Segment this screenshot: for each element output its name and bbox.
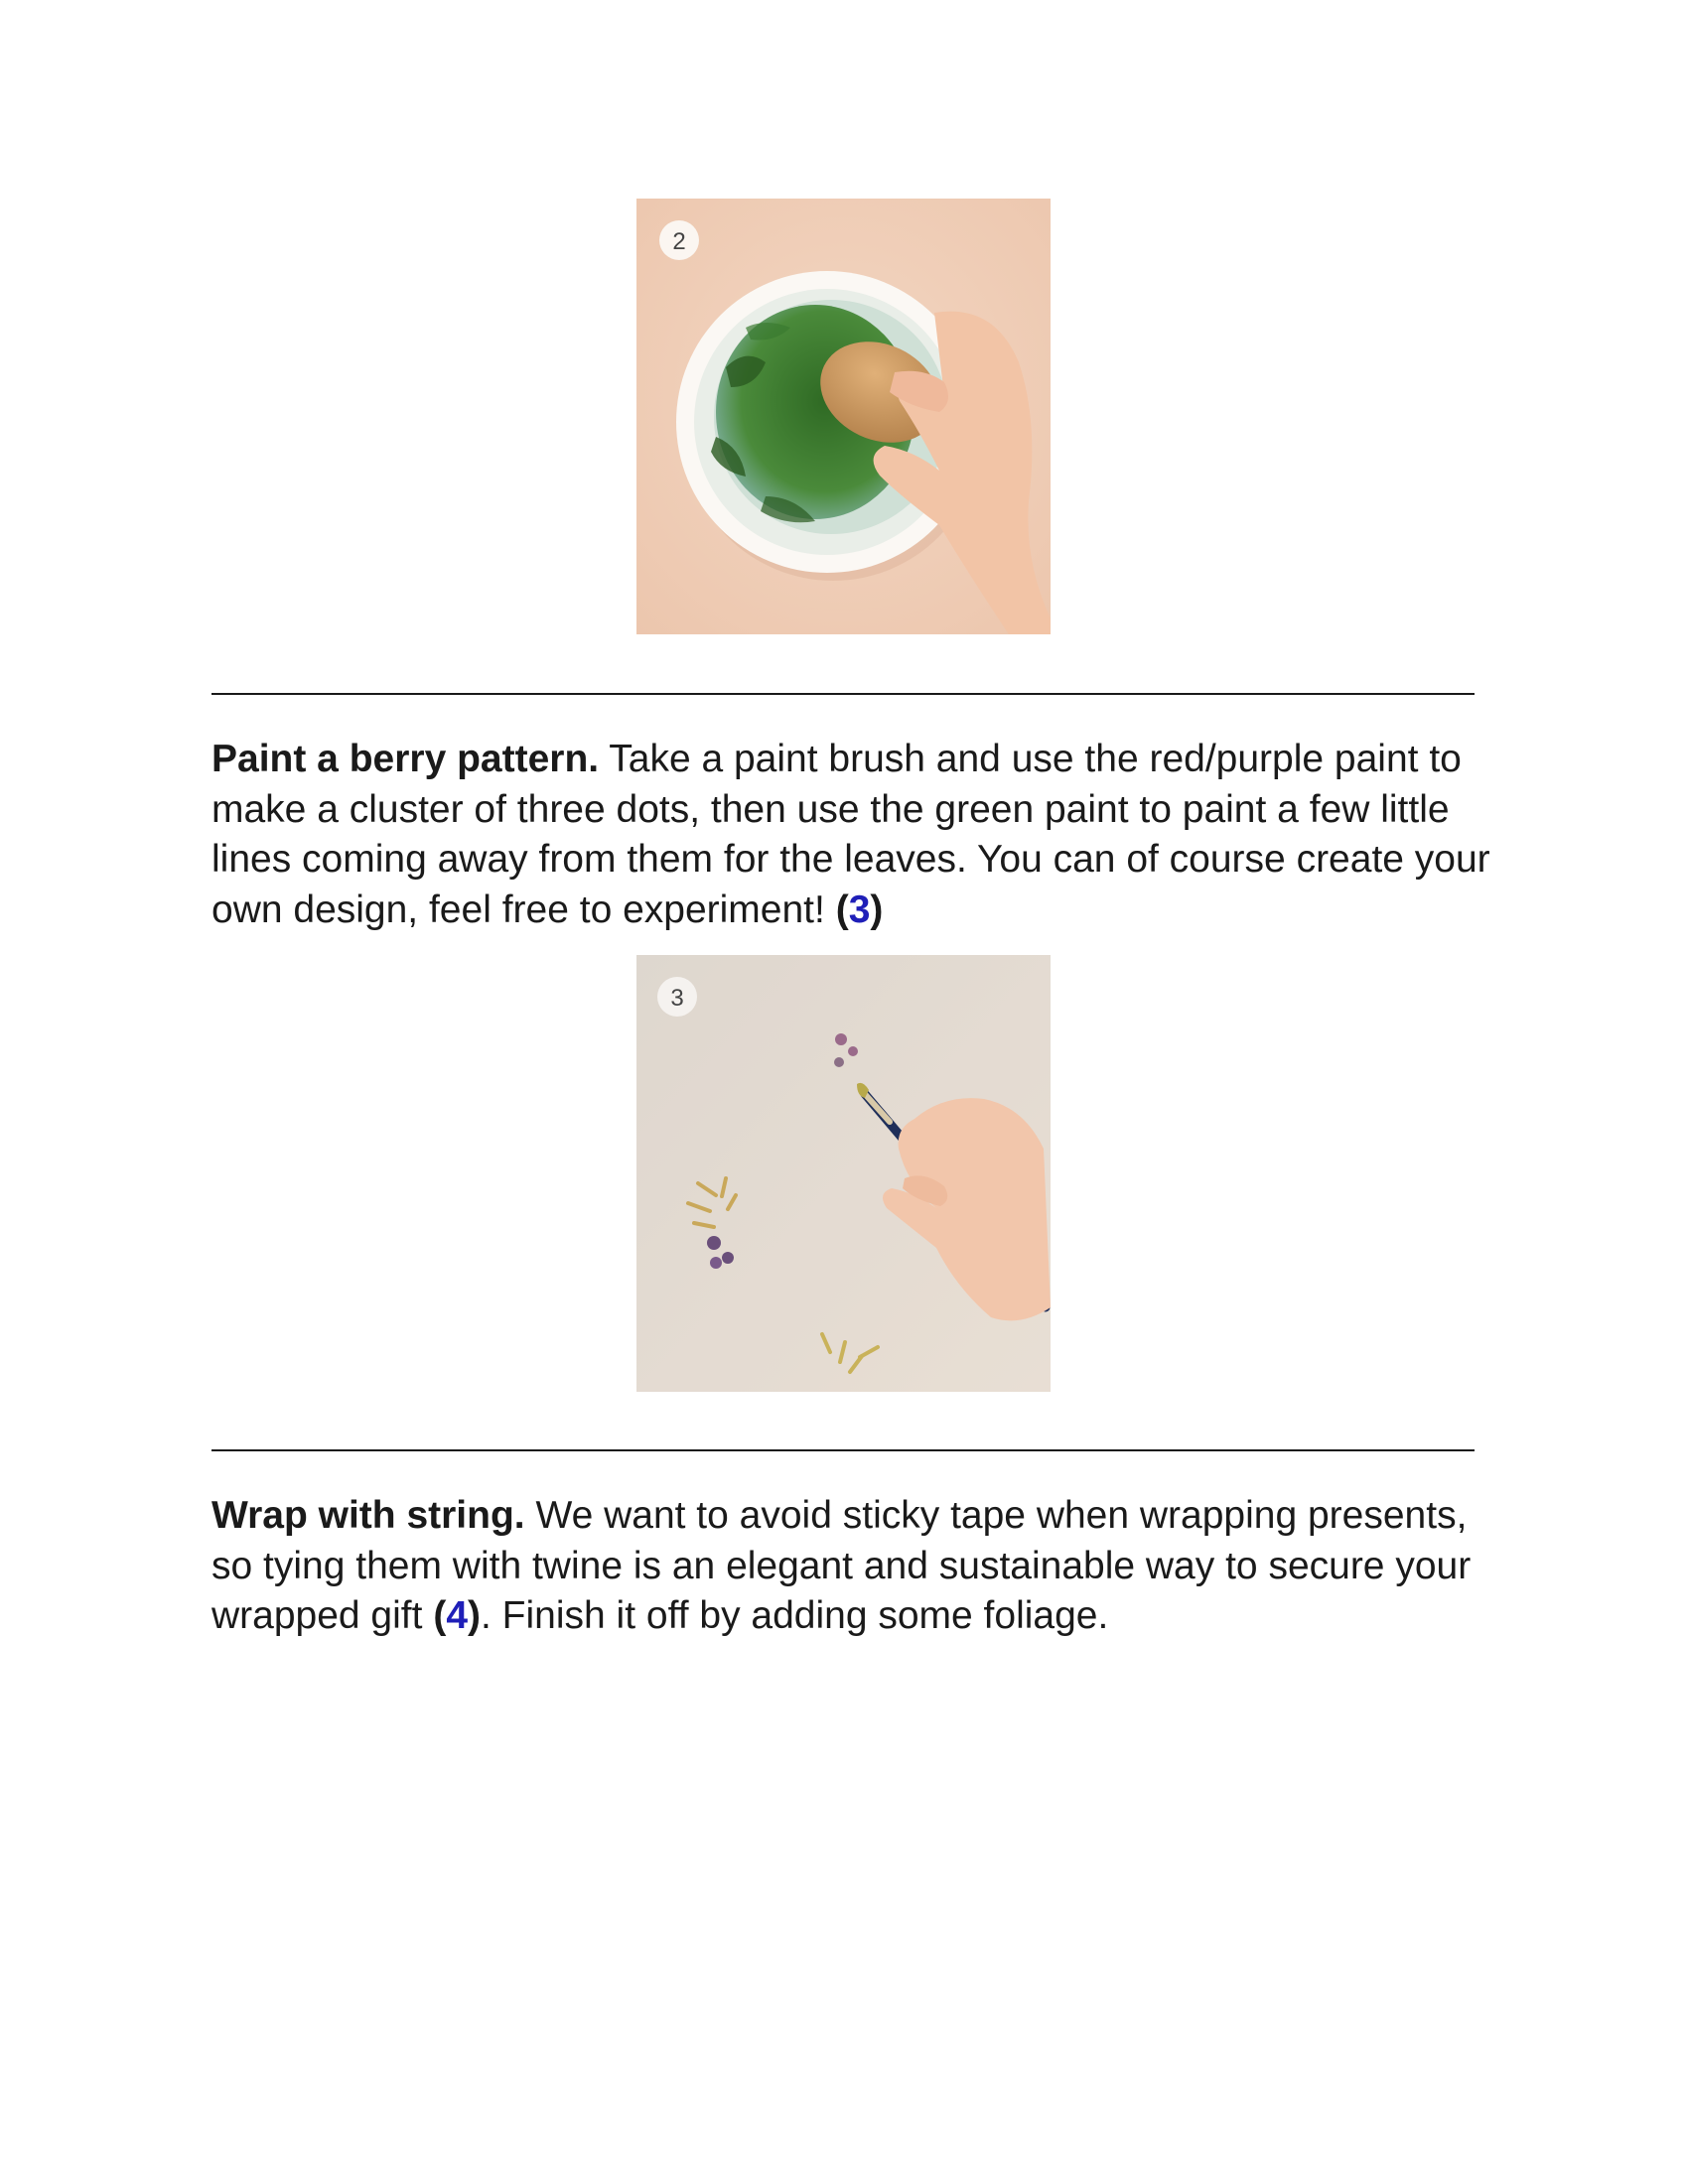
ref-open-paren: ( <box>433 1594 447 1637</box>
painting-berries-illustration <box>636 955 1051 1392</box>
figure-reference-number[interactable]: 3 <box>848 887 871 931</box>
step-badge-number: 2 <box>672 228 686 255</box>
step-paint-berry-pattern <box>211 735 1492 935</box>
mortar-pestle-illustration <box>636 199 1051 634</box>
ref-close-paren: ) <box>468 1594 482 1637</box>
step-2-photo <box>636 199 1051 634</box>
ref-open-paren: ( <box>835 887 849 931</box>
step-heading: Wrap with string. <box>211 1494 525 1537</box>
figure-reference[interactable] <box>433 1594 481 1637</box>
step-body: Take a paint brush and use the red/purple paint to make a cluster of three dots, then use the green paint to paint a few little lines coming away from them for the leaves. You can of course create your own design, feel free to experiment! <box>211 738 1490 931</box>
step-badge-number: 3 <box>670 985 684 1012</box>
section-divider <box>211 693 1475 695</box>
figure-reference[interactable] <box>836 888 884 931</box>
step-body-after: . Finish it off by adding some foliage. <box>481 1594 1109 1637</box>
step-badge <box>657 977 697 1017</box>
section-divider <box>211 1449 1475 1451</box>
ref-close-paren: ) <box>870 887 884 931</box>
step-wrap-with-string <box>211 1491 1492 1642</box>
step-3-photo <box>636 955 1051 1392</box>
figure-reference-number[interactable]: 4 <box>446 1594 469 1637</box>
step-body: We want to avoid sticky tape when wrapping presents, so tying them with twine is an elegant and sustainable way to secure your wrapped gift <box>211 1494 1472 1637</box>
step-badge <box>659 220 699 260</box>
step-heading: Paint a berry pattern. <box>211 738 600 780</box>
